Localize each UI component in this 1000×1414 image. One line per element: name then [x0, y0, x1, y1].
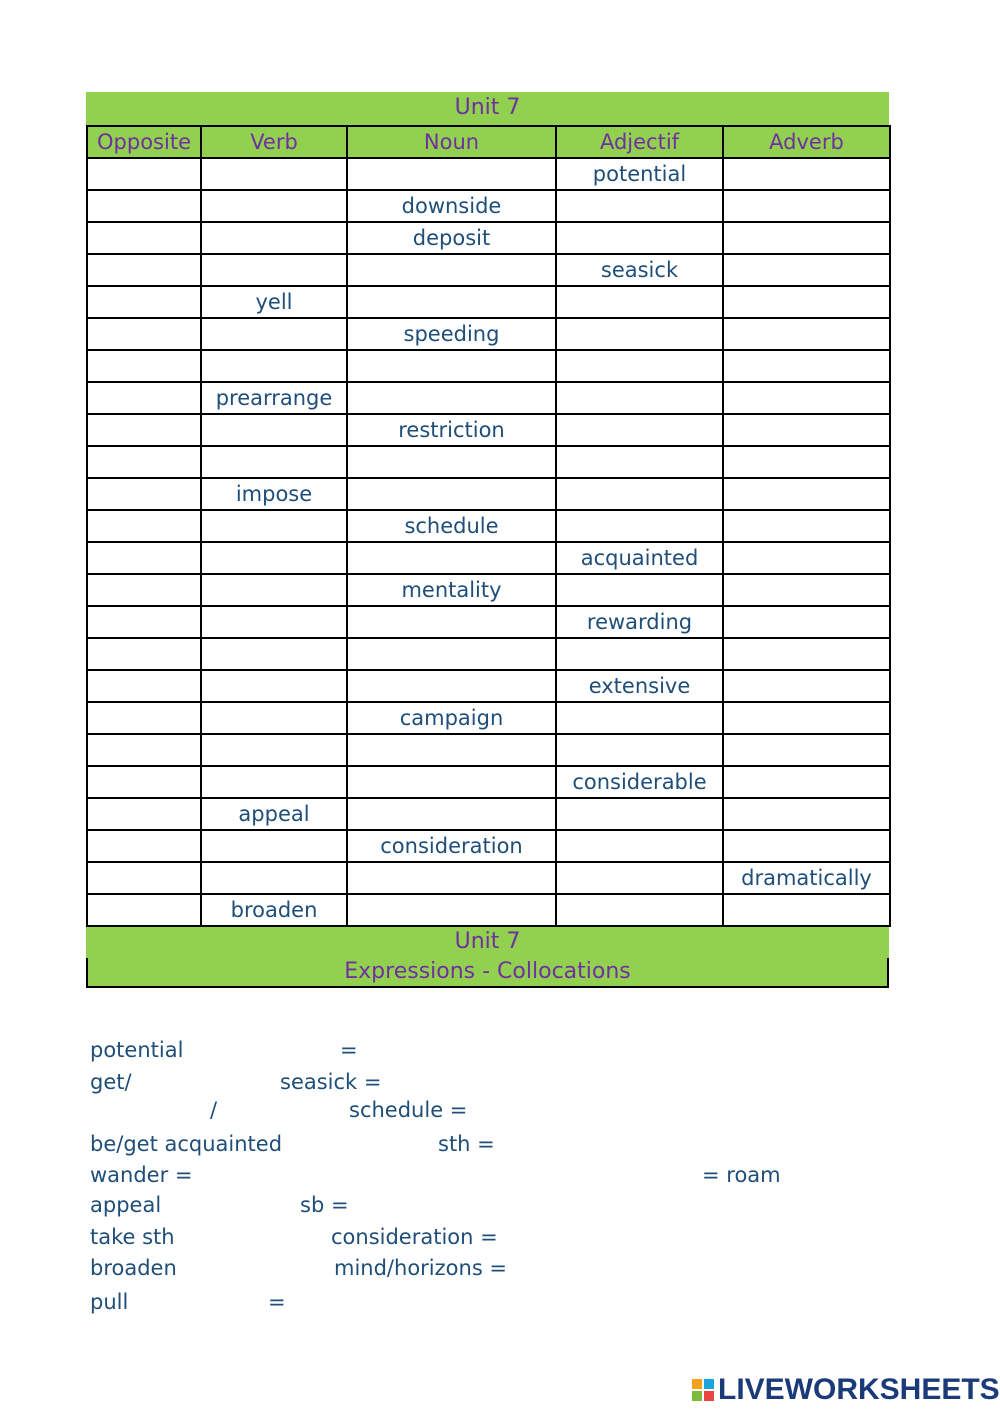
- cell-verb[interactable]: [201, 862, 347, 894]
- cell-adverb[interactable]: [723, 350, 890, 382]
- table-row: [87, 574, 890, 606]
- cell-noun: speeding: [347, 318, 556, 350]
- cell-adjectif: considerable: [556, 766, 723, 798]
- liveworksheets-logo-icon: [692, 1379, 714, 1401]
- cell-opposite[interactable]: [87, 670, 201, 702]
- cell-noun: schedule: [347, 510, 556, 542]
- cell-noun[interactable]: [347, 638, 556, 670]
- expression-text: sb =: [300, 1193, 349, 1217]
- cell-noun: downside: [347, 190, 556, 222]
- cell-adjectif: seasick: [556, 254, 723, 286]
- cell-opposite[interactable]: [87, 350, 201, 382]
- cell-opposite[interactable]: [87, 638, 201, 670]
- table-row: [87, 414, 890, 446]
- table-row: [87, 446, 890, 478]
- cell-verb[interactable]: [201, 254, 347, 286]
- cell-adjectif[interactable]: [556, 894, 723, 926]
- cell-adverb[interactable]: [723, 574, 890, 606]
- cell-adverb[interactable]: [723, 478, 890, 510]
- cell-verb[interactable]: [201, 446, 347, 478]
- expression-text: schedule =: [349, 1098, 468, 1122]
- column-header-adjectif: Adjectif: [556, 126, 723, 158]
- cell-adverb[interactable]: [723, 510, 890, 542]
- cell-noun[interactable]: [347, 286, 556, 318]
- cell-adverb: dramatically: [723, 862, 890, 894]
- cell-noun[interactable]: [347, 254, 556, 286]
- cell-opposite[interactable]: [87, 286, 201, 318]
- cell-opposite[interactable]: [87, 798, 201, 830]
- cell-adverb[interactable]: [723, 798, 890, 830]
- cell-adverb[interactable]: [723, 222, 890, 254]
- cell-adjectif[interactable]: [556, 510, 723, 542]
- table-row: [87, 638, 890, 670]
- cell-opposite[interactable]: [87, 574, 201, 606]
- cell-adjectif[interactable]: [556, 350, 723, 382]
- logo-text: LIVEWORKSHEETS: [718, 1373, 1000, 1406]
- cell-opposite[interactable]: [87, 190, 201, 222]
- table-row: [87, 894, 890, 926]
- cell-adjectif[interactable]: [556, 734, 723, 766]
- cell-opposite[interactable]: [87, 830, 201, 862]
- cell-opposite[interactable]: [87, 702, 201, 734]
- cell-opposite[interactable]: [87, 446, 201, 478]
- table-row: [87, 222, 890, 254]
- cell-adverb[interactable]: [723, 158, 890, 190]
- table-row: [87, 382, 890, 414]
- cell-opposite[interactable]: [87, 894, 201, 926]
- expression-text: potential: [90, 1038, 184, 1062]
- cell-opposite[interactable]: [87, 510, 201, 542]
- column-header-adverb: Adverb: [723, 126, 890, 158]
- cell-noun[interactable]: [347, 798, 556, 830]
- table-body: [87, 158, 890, 926]
- logo-square: [692, 1379, 702, 1389]
- cell-noun: restriction: [347, 414, 556, 446]
- cell-verb: appeal: [201, 798, 347, 830]
- cell-verb[interactable]: [201, 542, 347, 574]
- table-row: [87, 606, 890, 638]
- expression-text: wander =: [90, 1163, 193, 1187]
- expression-text: pull: [90, 1290, 129, 1314]
- cell-adverb[interactable]: [723, 734, 890, 766]
- cell-adverb[interactable]: [723, 830, 890, 862]
- table-row: [87, 350, 890, 382]
- cell-verb[interactable]: [201, 414, 347, 446]
- logo-square: [704, 1391, 714, 1401]
- logo-square: [704, 1379, 714, 1389]
- cell-opposite[interactable]: [87, 478, 201, 510]
- cell-adverb[interactable]: [723, 894, 890, 926]
- cell-noun[interactable]: [347, 670, 556, 702]
- expression-text: be/get acquainted: [90, 1132, 283, 1156]
- expressions-collocations-banner: Expressions - Collocations: [86, 958, 889, 988]
- table-row: [87, 670, 890, 702]
- cell-opposite[interactable]: [87, 158, 201, 190]
- cell-opposite[interactable]: [87, 318, 201, 350]
- table-row: [87, 478, 890, 510]
- cell-verb[interactable]: [201, 158, 347, 190]
- cell-verb: impose: [201, 478, 347, 510]
- cell-noun[interactable]: [347, 382, 556, 414]
- expression-text: get/: [90, 1070, 132, 1094]
- table-row: [87, 766, 890, 798]
- table-row: [87, 862, 890, 894]
- cell-adverb[interactable]: [723, 318, 890, 350]
- expression-text: = roam: [702, 1163, 781, 1187]
- expression-text: consideration =: [331, 1225, 498, 1249]
- cell-verb[interactable]: [201, 702, 347, 734]
- cell-adverb[interactable]: [723, 382, 890, 414]
- table-row: [87, 702, 890, 734]
- cell-adverb[interactable]: [723, 446, 890, 478]
- cell-verb[interactable]: [201, 606, 347, 638]
- cell-verb[interactable]: [201, 766, 347, 798]
- cell-noun[interactable]: [347, 606, 556, 638]
- cell-verb[interactable]: [201, 350, 347, 382]
- table-row: [87, 158, 890, 190]
- cell-verb[interactable]: [201, 734, 347, 766]
- table-row: [87, 190, 890, 222]
- logo-square: [692, 1391, 702, 1401]
- table-row: [87, 286, 890, 318]
- cell-adverb[interactable]: [723, 254, 890, 286]
- table-row: [87, 798, 890, 830]
- cell-adjectif[interactable]: [556, 190, 723, 222]
- expression-text: =: [268, 1290, 286, 1314]
- table-row: [87, 510, 890, 542]
- cell-noun[interactable]: [347, 350, 556, 382]
- worksheet: [86, 92, 889, 988]
- cell-adjectif[interactable]: [556, 798, 723, 830]
- cell-opposite[interactable]: [87, 222, 201, 254]
- table-row: [87, 318, 890, 350]
- unit-title-banner-2: Unit 7: [86, 927, 889, 958]
- cell-noun[interactable]: [347, 542, 556, 574]
- cell-verb: prearrange: [201, 382, 347, 414]
- cell-adverb[interactable]: [723, 670, 890, 702]
- cell-adjectif[interactable]: [556, 414, 723, 446]
- table-header-row: [87, 126, 890, 158]
- cell-adjectif: rewarding: [556, 606, 723, 638]
- cell-adjectif[interactable]: [556, 318, 723, 350]
- cell-verb[interactable]: [201, 670, 347, 702]
- cell-adjectif[interactable]: [556, 638, 723, 670]
- cell-adjectif[interactable]: [556, 286, 723, 318]
- cell-adjectif[interactable]: [556, 382, 723, 414]
- cell-noun[interactable]: [347, 862, 556, 894]
- cell-noun[interactable]: [347, 766, 556, 798]
- cell-verb[interactable]: [201, 318, 347, 350]
- cell-adjectif: acquainted: [556, 542, 723, 574]
- cell-verb: broaden: [201, 894, 347, 926]
- cell-adverb[interactable]: [723, 190, 890, 222]
- column-header-noun: Noun: [347, 126, 556, 158]
- unit-title-banner: Unit 7: [86, 92, 889, 125]
- cell-adverb[interactable]: [723, 542, 890, 574]
- table-row: [87, 542, 890, 574]
- cell-noun: campaign: [347, 702, 556, 734]
- cell-opposite[interactable]: [87, 254, 201, 286]
- table-row: [87, 734, 890, 766]
- cell-adjectif[interactable]: [556, 222, 723, 254]
- cell-adjectif[interactable]: [556, 446, 723, 478]
- expression-text: take sth: [90, 1225, 175, 1249]
- cell-noun: consideration: [347, 830, 556, 862]
- cell-opposite[interactable]: [87, 542, 201, 574]
- cell-verb[interactable]: [201, 222, 347, 254]
- expression-text: =: [340, 1038, 358, 1062]
- cell-adjectif[interactable]: [556, 830, 723, 862]
- cell-verb[interactable]: [201, 190, 347, 222]
- cell-opposite[interactable]: [87, 862, 201, 894]
- expression-text: /: [210, 1098, 218, 1122]
- expression-text: appeal: [90, 1193, 162, 1217]
- cell-verb: yell: [201, 286, 347, 318]
- expression-text: sth =: [438, 1132, 495, 1156]
- table-row: [87, 254, 890, 286]
- cell-adverb[interactable]: [723, 414, 890, 446]
- table-row: [87, 830, 890, 862]
- cell-adverb[interactable]: [723, 606, 890, 638]
- cell-noun: mentality: [347, 574, 556, 606]
- column-header-verb: Verb: [201, 126, 347, 158]
- cell-noun[interactable]: [347, 478, 556, 510]
- cell-noun: deposit: [347, 222, 556, 254]
- cell-noun[interactable]: [347, 894, 556, 926]
- cell-adjectif: potential: [556, 158, 723, 190]
- cell-opposite[interactable]: [87, 766, 201, 798]
- cell-noun[interactable]: [347, 446, 556, 478]
- cell-noun[interactable]: [347, 158, 556, 190]
- cell-opposite[interactable]: [87, 382, 201, 414]
- cell-adverb[interactable]: [723, 702, 890, 734]
- cell-adjectif[interactable]: [556, 574, 723, 606]
- word-formation-table: [86, 125, 891, 927]
- cell-adjectif[interactable]: [556, 862, 723, 894]
- cell-opposite[interactable]: [87, 414, 201, 446]
- cell-verb[interactable]: [201, 574, 347, 606]
- cell-adverb[interactable]: [723, 638, 890, 670]
- cell-adjectif[interactable]: [556, 702, 723, 734]
- cell-adverb[interactable]: [723, 286, 890, 318]
- cell-adjectif: extensive: [556, 670, 723, 702]
- cell-adverb[interactable]: [723, 766, 890, 798]
- cell-adjectif[interactable]: [556, 478, 723, 510]
- cell-opposite[interactable]: [87, 606, 201, 638]
- expression-text: broaden: [90, 1256, 177, 1280]
- liveworksheets-logo: [692, 1374, 1000, 1406]
- expression-text: seasick =: [280, 1070, 382, 1094]
- cell-verb[interactable]: [201, 510, 347, 542]
- expression-text: mind/horizons =: [334, 1256, 508, 1280]
- cell-verb[interactable]: [201, 638, 347, 670]
- column-header-opposite: Opposite: [87, 126, 201, 158]
- cell-opposite[interactable]: [87, 734, 201, 766]
- cell-verb[interactable]: [201, 830, 347, 862]
- cell-noun[interactable]: [347, 734, 556, 766]
